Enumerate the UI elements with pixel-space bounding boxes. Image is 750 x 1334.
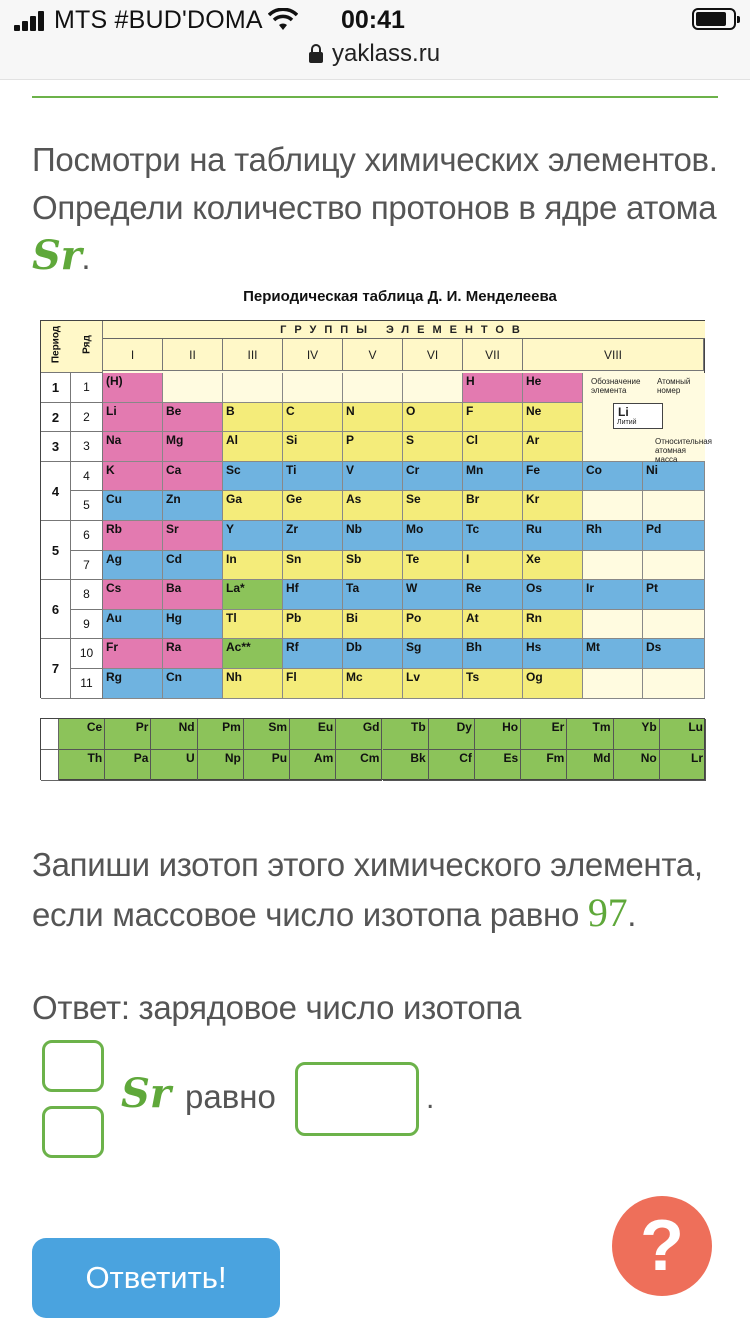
element-cell-yb: Yb xyxy=(614,719,660,750)
element-cell-xe: Xe xyxy=(523,551,583,581)
table-cell-empty xyxy=(223,373,283,403)
element-cell-pm: Pm xyxy=(198,719,244,750)
element-cell-lr: Lr xyxy=(660,750,706,781)
period-label: 4 xyxy=(41,462,71,521)
element-cell-cd: Cd xyxy=(163,551,223,581)
table-cell-empty xyxy=(643,669,705,699)
status-bar xyxy=(0,0,750,80)
clock: 00:41 xyxy=(341,6,405,34)
legend-mass-label: Относительная атомная масса xyxy=(655,437,713,464)
element-cell-co: Co xyxy=(583,462,643,492)
element-cell-mt: Mt xyxy=(583,639,643,669)
element-cell-og: Og xyxy=(523,669,583,699)
element-cell-n: N xyxy=(343,403,403,433)
element-cell-ce: Ce xyxy=(59,719,105,750)
element-cell-w: W xyxy=(403,580,463,610)
element-cell-fl: Fl xyxy=(283,669,343,699)
element-cell-pr: Pr xyxy=(105,719,151,750)
element-cell-zr: Zr xyxy=(283,521,343,551)
element-cell-mo: Mo xyxy=(403,521,463,551)
element-cell-kr: Kr xyxy=(523,491,583,521)
element-cell-p: P xyxy=(343,432,403,462)
legend xyxy=(583,373,713,464)
group-header-8: VIII xyxy=(523,339,704,371)
legend-example: Li xyxy=(613,403,663,429)
element-cell-gd: Gd xyxy=(336,719,382,750)
element-cell-ir: Ir xyxy=(583,580,643,610)
element-cell-pt: Pt xyxy=(643,580,705,610)
legend-symbol-label: Обозначение элемента xyxy=(591,377,641,395)
element-cell-(h): (H) xyxy=(103,373,163,403)
element-cell-al: Al xyxy=(223,432,283,462)
element-cell-db: Db xyxy=(343,639,403,669)
element-cell-se: Se xyxy=(403,491,463,521)
element-cell-k: K xyxy=(103,462,163,492)
element-cell-at: At xyxy=(463,610,523,640)
period-label: 3 xyxy=(41,432,71,462)
element-cell-c: C xyxy=(283,403,343,433)
element-symbol: Sr xyxy=(32,232,82,279)
legend-number-label: Атомный номер xyxy=(657,377,691,395)
element-cell-mn: Mn xyxy=(463,462,523,492)
element-cell-rb: Rb xyxy=(103,521,163,551)
table-cell-empty xyxy=(643,610,705,640)
element-cell-lv: Lv xyxy=(403,669,463,699)
element-cell-cl: Cl xyxy=(463,432,523,462)
group-header-6: VI xyxy=(403,339,463,371)
table-cell-empty xyxy=(163,373,223,403)
element-cell-la: La* xyxy=(223,580,283,610)
table-cell-empty xyxy=(583,491,643,521)
element-cell-nh: Nh xyxy=(223,669,283,699)
row-label: 7 xyxy=(71,551,103,581)
group-header-4: IV xyxy=(283,339,343,371)
period-label: 5 xyxy=(41,521,71,580)
period-label: 1 xyxy=(41,373,71,403)
table-cell-empty xyxy=(343,373,403,403)
element-cell-ru: Ru xyxy=(523,521,583,551)
answer-equals-word: равно xyxy=(185,1078,276,1115)
element-cell-v: V xyxy=(343,462,403,492)
lock-icon xyxy=(308,44,324,64)
element-cell-ac: Ac** xyxy=(223,639,283,669)
row-label: 10 xyxy=(71,639,103,669)
period-label: 2 xyxy=(41,403,71,433)
fblock-row-label xyxy=(41,750,59,781)
element-cell-f: F xyxy=(463,403,523,433)
element-cell-cm: Cm xyxy=(336,750,382,781)
element-cell-pd: Pd xyxy=(643,521,705,551)
element-cell-o: O xyxy=(403,403,463,433)
row-label: 11 xyxy=(71,669,103,699)
element-cell-hs: Hs xyxy=(523,639,583,669)
element-cell-am: Am xyxy=(290,750,336,781)
mass-number: 97 xyxy=(587,890,628,935)
element-cell-in: In xyxy=(223,551,283,581)
element-cell-u: U xyxy=(151,750,197,781)
element-cell-ti: Ti xyxy=(283,462,343,492)
table-title: Периодическая таблица Д. И. Менделеева xyxy=(243,288,557,305)
table-cell-empty xyxy=(583,669,643,699)
element-cell-cf: Cf xyxy=(429,750,475,781)
row-label: 2 xyxy=(71,403,103,433)
wifi-icon xyxy=(268,8,298,32)
element-cell-ni: Ni xyxy=(643,462,705,492)
element-cell-tc: Tc xyxy=(463,521,523,551)
element-cell-fe: Fe xyxy=(523,462,583,492)
element-cell-pa: Pa xyxy=(105,750,151,781)
element-cell-sr: Sr xyxy=(163,521,223,551)
fblock-row-label xyxy=(41,719,59,750)
element-cell-sb: Sb xyxy=(343,551,403,581)
group-header-2: II xyxy=(163,339,223,371)
top-divider xyxy=(32,96,718,98)
element-cell-th: Th xyxy=(59,750,105,781)
submit-button[interactable]: Ответить! xyxy=(32,1238,280,1318)
mass-number-input[interactable] xyxy=(42,1040,104,1092)
element-cell-bh: Bh xyxy=(463,639,523,669)
element-cell-hf: Hf xyxy=(283,580,343,610)
table-cell-empty xyxy=(643,551,705,581)
table-corner: Период Ряд xyxy=(41,321,103,373)
element-cell-ag: Ag xyxy=(103,551,163,581)
element-cell-ho: Ho xyxy=(475,719,521,750)
element-cell-sg: Sg xyxy=(403,639,463,669)
group-header-5: V xyxy=(343,339,403,371)
element-cell-fr: Fr xyxy=(103,639,163,669)
row-label: 4 xyxy=(71,462,103,492)
element-cell-rh: Rh xyxy=(583,521,643,551)
element-cell-fm: Fm xyxy=(521,750,567,781)
element-cell-sn: Sn xyxy=(283,551,343,581)
battery-icon xyxy=(692,8,736,30)
table-cell-empty xyxy=(583,551,643,581)
element-cell-rf: Rf xyxy=(283,639,343,669)
element-cell-i: I xyxy=(463,551,523,581)
table-cell-empty xyxy=(403,373,463,403)
element-cell-sm: Sm xyxy=(244,719,290,750)
element-cell-ca: Ca xyxy=(163,462,223,492)
table-cell-empty xyxy=(643,491,705,521)
element-cell-s: S xyxy=(403,432,463,462)
element-cell-rn: Rn xyxy=(523,610,583,640)
element-cell-cs: Cs xyxy=(103,580,163,610)
row-label: 3 xyxy=(71,432,103,462)
element-cell-mg: Mg xyxy=(163,432,223,462)
row-label: 5 xyxy=(71,491,103,521)
element-cell-cn: Cn xyxy=(163,669,223,699)
element-cell-ts: Ts xyxy=(463,669,523,699)
address-bar-url[interactable]: yaklass.ru xyxy=(332,40,441,67)
help-button[interactable]: ? xyxy=(612,1196,712,1296)
row-label: 6 xyxy=(71,521,103,551)
table-cell-empty xyxy=(283,373,343,403)
element-cell-li: Li xyxy=(103,403,163,433)
f-block-image xyxy=(40,718,705,780)
element-cell-b: B xyxy=(223,403,283,433)
element-cell-nd: Nd xyxy=(151,719,197,750)
element-cell-md: Md xyxy=(567,750,613,781)
period-label: 7 xyxy=(41,639,71,698)
element-cell-au: Au xyxy=(103,610,163,640)
carrier-name: MTS #BUD'DOMA xyxy=(54,6,263,34)
element-cell-ar: Ar xyxy=(523,432,583,462)
element-cell-ds: Ds xyxy=(643,639,705,669)
element-cell-h: H xyxy=(463,373,523,403)
periodic-table-image xyxy=(40,320,713,698)
element-cell-y: Y xyxy=(223,521,283,551)
question-isotope: Запиши изотоп этого химического элемента, если массовое число изотопа равно 97. xyxy=(32,846,703,935)
answer-element-symbol: Sr xyxy=(121,1070,171,1117)
answer-label: Ответ: зарядовое число изотопа xyxy=(32,989,522,1026)
element-cell-te: Te xyxy=(403,551,463,581)
element-cell-hg: Hg xyxy=(163,610,223,640)
element-cell-lu: Lu xyxy=(660,719,706,750)
row-label: 8 xyxy=(71,580,103,610)
group-header-3: III xyxy=(223,339,283,371)
element-cell-rg: Rg xyxy=(103,669,163,699)
group-header-1: I xyxy=(103,339,163,371)
element-cell-tl: Tl xyxy=(223,610,283,640)
row-label: 1 xyxy=(71,373,103,403)
element-cell-eu: Eu xyxy=(290,719,336,750)
element-cell-er: Er xyxy=(521,719,567,750)
table-cell-empty xyxy=(583,610,643,640)
element-cell-ga: Ga xyxy=(223,491,283,521)
element-cell-nb: Nb xyxy=(343,521,403,551)
element-cell-np: Np xyxy=(198,750,244,781)
element-cell-pu: Pu xyxy=(244,750,290,781)
question-intro: Посмотри на таблицу химических элементов. Определи количество протонов в ядре атома Sr. xyxy=(32,141,718,279)
element-cell-tb: Tb xyxy=(383,719,429,750)
element-cell-os: Os xyxy=(523,580,583,610)
element-cell-na: Na xyxy=(103,432,163,462)
signal-icon xyxy=(14,11,48,31)
charge-number-input[interactable] xyxy=(42,1106,104,1158)
element-cell-re: Re xyxy=(463,580,523,610)
period-label: 6 xyxy=(41,580,71,639)
element-cell-bi: Bi xyxy=(343,610,403,640)
element-cell-es: Es xyxy=(475,750,521,781)
element-cell-ra: Ra xyxy=(163,639,223,669)
element-cell-sc: Sc xyxy=(223,462,283,492)
element-cell-be: Be xyxy=(163,403,223,433)
element-cell-pb: Pb xyxy=(283,610,343,640)
element-cell-ta: Ta xyxy=(343,580,403,610)
element-cell-cr: Cr xyxy=(403,462,463,492)
groups-header: ГРУППЫ ЭЛЕМЕНТОВ xyxy=(103,321,705,339)
element-cell-bk: Bk xyxy=(383,750,429,781)
element-cell-po: Po xyxy=(403,610,463,640)
answer-period: . xyxy=(426,1082,435,1115)
element-cell-mc: Mc xyxy=(343,669,403,699)
element-cell-dy: Dy xyxy=(429,719,475,750)
element-cell-cu: Cu xyxy=(103,491,163,521)
row-label: 9 xyxy=(71,610,103,640)
element-cell-as: As xyxy=(343,491,403,521)
element-cell-ne: Ne xyxy=(523,403,583,433)
element-cell-no: No xyxy=(614,750,660,781)
element-cell-ge: Ge xyxy=(283,491,343,521)
charge-value-input[interactable] xyxy=(295,1062,419,1136)
element-cell-si: Si xyxy=(283,432,343,462)
element-cell-ba: Ba xyxy=(163,580,223,610)
element-cell-zn: Zn xyxy=(163,491,223,521)
element-cell-br: Br xyxy=(463,491,523,521)
group-header-7: VII xyxy=(463,339,523,371)
element-cell-tm: Tm xyxy=(567,719,613,750)
element-cell-he: He xyxy=(523,373,583,403)
legend-example-name: Литий xyxy=(617,419,637,426)
